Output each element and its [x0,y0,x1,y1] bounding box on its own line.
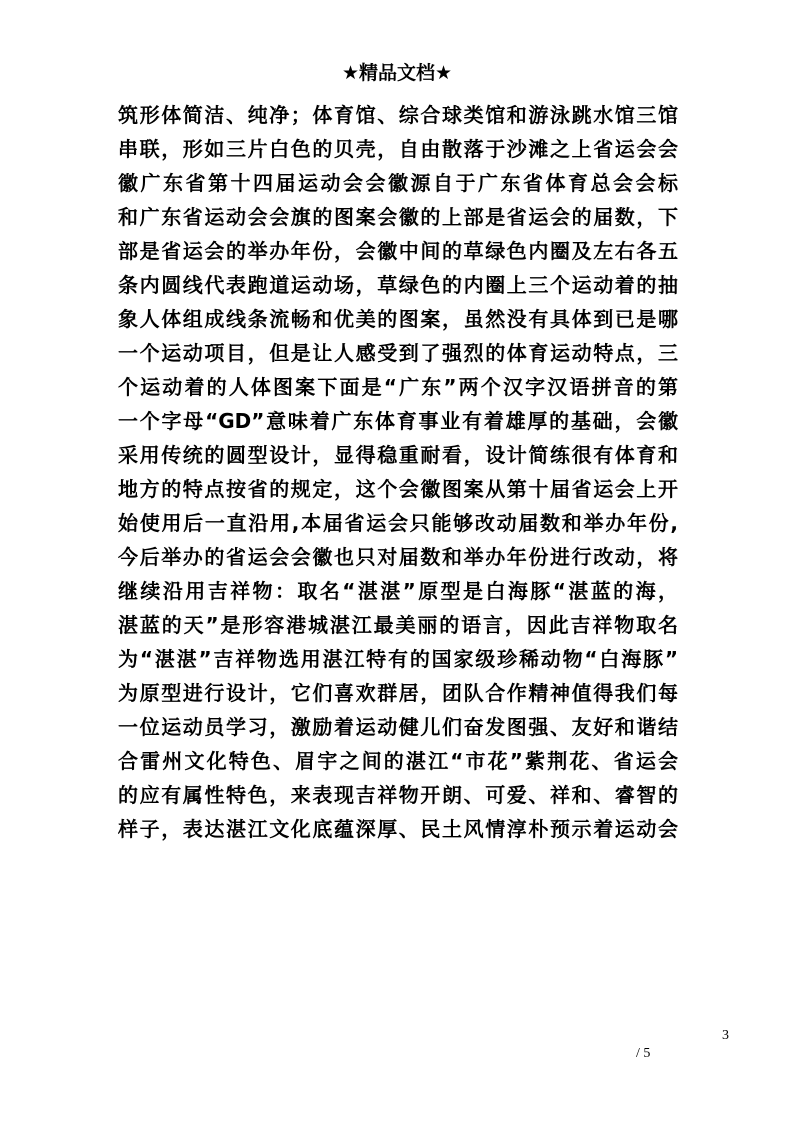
body-text-line: 一个字母“GD”意味着广东体育事业有着雄厚的基础，会徽 [118,409,678,433]
body-text-line: 串联，形如三片白色的贝壳，自由散落于沙滩之上省运会会 [118,137,678,161]
page-number: 3 [722,1028,729,1043]
body-text-line: 合雷州文化特色、眉宇之间的湛江“市花”紫荆花、省运会 [118,749,678,773]
body-text-line: 始使用后一直沿用,本届省运会只能够改动届数和举办年份, [118,511,678,535]
body-text-line: 筑形体简洁、纯净；体育馆、综合球类馆和游泳跳水馆三馆 [118,103,678,127]
body-text-line: 象人体组成线条流畅和优美的图案，虽然没有具体到已是哪 [118,307,678,331]
body-text-line: 部是省运会的举办年份，会徽中间的草绿色内圈及左右各五 [118,239,678,263]
document-body [118,98,678,846]
body-text-line: 条内圆线代表跑道运动场，草绿色的内圈上三个运动着的抽 [118,273,678,297]
body-text-line: 一位运动员学习，激励着运动健儿们奋发图强、友好和谐结 [118,715,678,739]
body-text-line: 一个运动项目，但是让人感受到了强烈的体育运动特点，三 [118,341,678,365]
body-text-line: 湛蓝的天”是形容港城湛江最美丽的语言，因此吉祥物取名 [118,613,678,637]
document-header-title: ★精品文档★ [341,62,453,84]
body-text-line: 个运动着的人体图案下面是“广东”两个汉字汉语拼音的第 [118,375,678,399]
body-text-line: 和广东省运动会会旗的图案会徽的上部是省运会的届数，下 [118,205,678,229]
body-text-line: 为“湛湛”吉祥物选用湛江特有的国家级珍稀动物“白海豚” [118,647,678,671]
body-text-line: 采用传统的圆型设计，显得稳重耐看，设计简练很有体育和 [118,443,678,467]
body-text-line: 继续沿用吉祥物：取名“湛湛”原型是白海豚“湛蓝的海， [118,579,678,603]
body-text-line: 地方的特点按省的规定，这个会徽图案从第十届省运会上开 [118,477,678,501]
body-text-line: 为原型进行设计，它们喜欢群居，团队合作精神值得我们每 [118,681,678,705]
page-total: / 5 [636,1046,651,1061]
body-text-line: 的应有属性特色，来表现吉祥物开朗、可爱、祥和、睿智的 [118,783,678,807]
body-text-line: 徽广东省第十四届运动会会徽源自于广东省体育总会会标 [118,171,678,195]
body-text-line: 样子，表达湛江文化底蕴深厚、民土风情淳朴预示着运动会 [118,817,678,841]
body-text-line: 今后举办的省运会会徽也只对届数和举办年份进行改动，将 [118,545,678,569]
